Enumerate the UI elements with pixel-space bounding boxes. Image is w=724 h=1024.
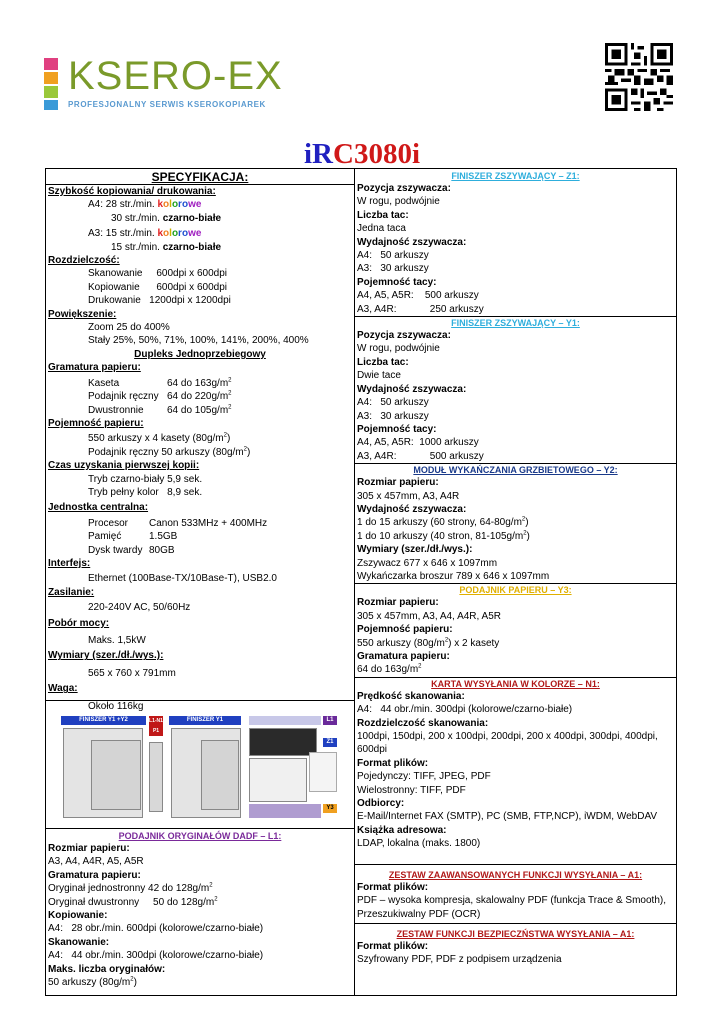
y2-title: MODUŁ WYKAŃCZANIA GRZBIETOWEGO – Y2: xyxy=(413,465,618,476)
power-value: 220-240V AC, 50/60Hz xyxy=(88,602,191,614)
y2-size-heading: Rozmiar papieru: xyxy=(357,477,439,489)
a1-advanced-format-heading: Format plików: xyxy=(357,881,429,893)
figure-label-y1: FINISZER Y1 xyxy=(169,716,241,725)
dadf-title: PODAJNIK ORYGINAŁÓW DADF – L1: xyxy=(118,831,282,841)
resolution-print: Drukowanie 1200dpi x 1200dpi xyxy=(88,295,231,307)
y1-stapler-heading: Wydajność zszywacza: xyxy=(357,383,467,395)
section-advanced-send-a1 xyxy=(355,864,676,921)
a1-security-format-heading: Format plików: xyxy=(357,940,429,952)
n1-recipients-heading: Odbiorcy: xyxy=(357,798,405,810)
y1-stapler-a4: A4: 50 arkuszy xyxy=(357,397,429,409)
copier-body-image xyxy=(249,758,307,802)
paper-weight-heading: Gramatura papieru: xyxy=(48,362,141,374)
figure-label-y1y2: FINISZER Y1 +Y2 xyxy=(61,716,146,725)
section-finisher-y1 xyxy=(355,316,676,463)
speed-a4-mono: 30 str./min. czarno-białe xyxy=(111,212,222,224)
cpu-heading: Jednostka centralna: xyxy=(48,502,149,514)
section-send-card-n1 xyxy=(355,677,676,851)
n1-speed-heading: Prędkość skanowania: xyxy=(357,690,465,702)
spec-panel xyxy=(45,168,355,712)
n1-resolution-heading: Rozdzielczość skanowania: xyxy=(357,717,489,729)
y2-dimensions-booklet: Wykańczarka broszur 789 x 646 x 1097mm xyxy=(357,570,550,582)
dadf-copy-value: A4: 28 obr./min. 600dpi (kolorowe/czarno-białe) xyxy=(48,923,264,935)
zoom-fixed: Stały 25%, 50%, 71%, 100%, 141%, 200%, 400% xyxy=(88,335,309,347)
dadf-max-value: 50 arkuszy $(80g/m^2)$ xyxy=(48,976,137,989)
z1-trays-heading: Liczba tac: xyxy=(357,209,409,221)
logo-text: KSERO-EX xyxy=(68,54,283,98)
speed-heading: Szybkość kopiowania/ drukowania: xyxy=(48,186,216,197)
section-paper-feeder-y3 xyxy=(355,583,676,676)
y1-position-heading: Pozycja zszywacza: xyxy=(357,330,451,342)
y2-stapler-line2: 1 do 10 arkuszy (40 stron, $81-105g/m^2$) xyxy=(357,530,530,542)
option-unit-image xyxy=(149,742,163,812)
resolution-copy: Kopiowanie 600dpi x 600dpi xyxy=(88,281,227,293)
company-logo xyxy=(44,50,294,120)
n1-format-heading: Format plików: xyxy=(357,757,429,769)
figure-label-y3: Y3 xyxy=(323,804,337,813)
y1-title: FINISZER ZSZYWAJĄCY – Y1: xyxy=(451,318,580,329)
y3-capacity-heading: Pojemność papieru: xyxy=(357,624,453,636)
y3-weight-value: 64 do $163g/m^2$ xyxy=(357,664,422,676)
cpu-disk: Dysk twardy 80GB xyxy=(88,544,175,556)
n1-addressbook-heading: Książka adresowa: xyxy=(357,824,447,836)
n1-format-multi: Wielostronny: TIFF, PDF xyxy=(357,784,466,796)
model-title: iRC3080i xyxy=(304,138,420,170)
z1-position-value: W rogu, podwójnie xyxy=(357,196,440,208)
scanner-feeder-image xyxy=(249,728,317,756)
n1-resolution-value: 100dpi, 150dpi, 200 x 100dpi, 200dpi, 200 x 400dpi, 300dpi, 400dpi, 600dpi xyxy=(357,731,658,756)
z1-stapler-a4: A4: 50 arkuszy xyxy=(357,250,429,262)
paper-weight-cassette: Kaseta 64 do $163g/m^2$ xyxy=(88,377,232,389)
consumption-heading: Pobór mocy: xyxy=(48,617,110,629)
z1-stapler-a3: A3: 30 arkuszy xyxy=(357,263,429,275)
y3-size-value: 305 x 457mm, A3, A4, A4R, A5R xyxy=(357,610,501,622)
y2-dimensions-stapler: Zszywacz 677 x 646 x 1097mm xyxy=(357,557,498,569)
a1-security-title: ZESTAW FUNKCJI BEZPIECZŃSTWA WYSYŁANIA – A1: xyxy=(396,928,635,939)
y2-stapler-heading: Wydajność zszywacza: xyxy=(357,503,467,515)
resolution-scan: Skanowanie 600dpi x 600dpi xyxy=(88,268,227,280)
cpu-processor: Procesor Canon 533MHz + 400MHz xyxy=(88,517,268,529)
z1-tray-capacity-a3: A3, A4R: 250 arkuszy xyxy=(357,303,484,315)
n1-speed-value: A4: 44 obr./min. 300dpi (kolorowe/czarno-białe) xyxy=(357,704,573,716)
zoom-range: Zoom 25 do 400% xyxy=(88,322,170,334)
power-heading: Zasilanie: xyxy=(48,586,95,598)
speed-a3-color: A3: 15 str./min. kolorowe xyxy=(88,228,202,240)
a1-security-format-value: Szyfrowany PDF, PDF z podpisem urządzenia xyxy=(357,954,562,966)
logo-tagline: PROFESJONALNY SERWIS KSEROKOPIAREK xyxy=(68,100,266,109)
dadf-weight-duplex: Oryginał dwustronny 50 do $128g/m^2$ xyxy=(48,896,218,908)
cpu-memory: Pamięć 1.5GB xyxy=(88,531,178,543)
interface-value: Ethernet (100Base-TX/10Base-T), USB2.0 xyxy=(88,573,277,585)
y3-title: PODAJNIK PAPIERU – Y3: xyxy=(459,585,572,596)
y1-stapler-a3: A3: 30 arkuszy xyxy=(357,410,429,422)
options-panel xyxy=(354,168,677,996)
resolution-heading: Rozdzielczość: xyxy=(48,255,120,267)
y1-position-value: W rogu, podwójnie xyxy=(357,343,440,355)
speed-a3-mono: 15 str./min. czarno-białe xyxy=(111,241,222,253)
spec-title: SPECYFIKACJA: xyxy=(46,170,354,185)
section-finisher-z1 xyxy=(357,170,674,316)
y1-trays-value: Dwie tace xyxy=(357,370,401,382)
y1-tray-capacity-a4: A4, A5, A5R: 1000 arkuszy xyxy=(357,437,479,449)
a1-advanced-title: ZESTAW ZAAWANSOWANYCH FUNKCJI WYSYŁANIA – A1: xyxy=(388,869,643,880)
dadf-scan-heading: Skanowanie: xyxy=(48,936,110,948)
zoom-heading: Powiększenie: xyxy=(48,308,117,320)
a1-advanced-format-value: PDF – wysoka kompresja, skalowalny PDF (funkcja Trace & Smooth), Przeszukiwalny PDF (OCR) xyxy=(357,895,666,920)
z1-trays-value: Jedna taca xyxy=(357,223,406,235)
z1-stapler-heading: Wydajność zszywacza: xyxy=(357,236,467,248)
z1-tray-capacity-a4: A4, A5, A5R: 500 arkuszy xyxy=(357,290,479,302)
speed-a4-color: A4: 28 str./min. kolorowe xyxy=(88,199,202,211)
z1-tray-capacity-heading: Pojemność tacy: xyxy=(357,276,437,288)
n1-recipients-value: E-Mail/Internet FAX (SMTP), PC (SMB, FTP,NCP), iWDM, WebDAV xyxy=(357,811,658,823)
qr-code-icon xyxy=(605,43,673,111)
first-copy-heading: Czas uzyskania pierwszej kopii: xyxy=(48,460,200,472)
dadf-weight-heading: Gramatura papieru: xyxy=(48,869,141,881)
paper-capacity-cassettes: 550 arkuszy x 4 kasety $(80g/m^2)$ xyxy=(88,432,231,445)
dimensions-value: 565 x 760 x 791mm xyxy=(88,667,176,679)
dadf-scan-value: A4: 44 obr./min. 300dpi (kolorowe/czarno-białe) xyxy=(48,950,264,962)
dadf-copy-heading: Kopiowanie: xyxy=(48,910,108,922)
y3-weight-heading: Gramatura papieru: xyxy=(357,651,450,662)
y3-size-heading: Rozmiar papieru: xyxy=(357,597,439,609)
figure-label-l1: L1 xyxy=(323,716,337,725)
figure-label-l1n1p1: L1-N1 P1 xyxy=(149,718,163,734)
paper-capacity-bypass: Podajnik ręczny 50 arkuszy $(80g/m^2)$ xyxy=(88,446,251,458)
z1-title: FINISZER ZSZYWAJĄCY – Z1: xyxy=(451,171,580,181)
y3-capacity-value: 550 arkuszy $(80g/m^2)$ x 2 kasety xyxy=(357,637,500,649)
dadf-weight-simplex: Oryginał jednostronny 42 do $128g/m^2$ xyxy=(48,882,213,895)
dadf-size-value: A3, A4, A4R, A5, A5R xyxy=(48,856,144,868)
n1-title: KARTA WYSYŁANIA W KOLORZE – N1: xyxy=(431,678,600,689)
product-figure-panel xyxy=(45,700,355,829)
y1-tray-capacity-heading: Pojemność tacy: xyxy=(357,423,437,435)
interface-heading: Interfejs: xyxy=(48,557,91,569)
dadf-panel xyxy=(45,828,355,996)
y1-tray-capacity-a3: A3, A4R: 500 arkuszy xyxy=(357,450,484,462)
duplex-label: Dupleks Jednoprzebiegowy xyxy=(134,348,266,360)
section-booklet-y2 xyxy=(355,463,676,583)
section-security-send-a1 xyxy=(355,923,676,967)
paper-weight-duplex: Dwustronnie 64 do $105g/m^2$ xyxy=(88,404,232,416)
y2-stapler-line1: 1 do 15 arkuszy (60 strony, $64-80g/m^2$) xyxy=(357,517,529,529)
configuration-figure xyxy=(61,716,341,826)
z1-position-heading: Pozycja zszywacza: xyxy=(357,183,451,194)
y1-trays-heading: Liczba tac: xyxy=(357,356,409,368)
n1-format-single: Pojedynczy: TIFF, JPEG, PDF xyxy=(357,771,491,783)
first-copy-mono: Tryb czarno-biały 5,9 sek. xyxy=(88,473,203,485)
paper-weight-bypass: Podajnik ręczny 64 do $220g/m^2$ xyxy=(88,390,232,403)
finisher-z1-image xyxy=(309,752,337,792)
paper-capacity-heading: Pojemność papieru: xyxy=(48,417,144,429)
consumption-value: Maks. 1,5kW xyxy=(88,635,146,646)
y2-dimensions-heading: Wymiary (szer./dł./wys.): xyxy=(357,544,473,556)
dadf-max-heading: Maks. liczba oryginałów: xyxy=(48,963,166,975)
dimensions-heading: Wymiary (szer./dł./wys.): xyxy=(48,650,164,662)
weight-heading: Waga: xyxy=(48,683,78,695)
dadf-size-heading: Rozmiar papieru: xyxy=(48,843,130,854)
figure-label-z1: Z1 xyxy=(323,738,337,747)
y2-size-value: 305 x 457mm, A3, A4R xyxy=(357,490,460,502)
weight-value: Około 116kg xyxy=(88,700,144,712)
n1-addressbook-value: LDAP, lokalna (maks. 1800) xyxy=(357,838,481,850)
first-copy-color: Tryb pełny kolor 8,9 sek. xyxy=(88,486,203,498)
